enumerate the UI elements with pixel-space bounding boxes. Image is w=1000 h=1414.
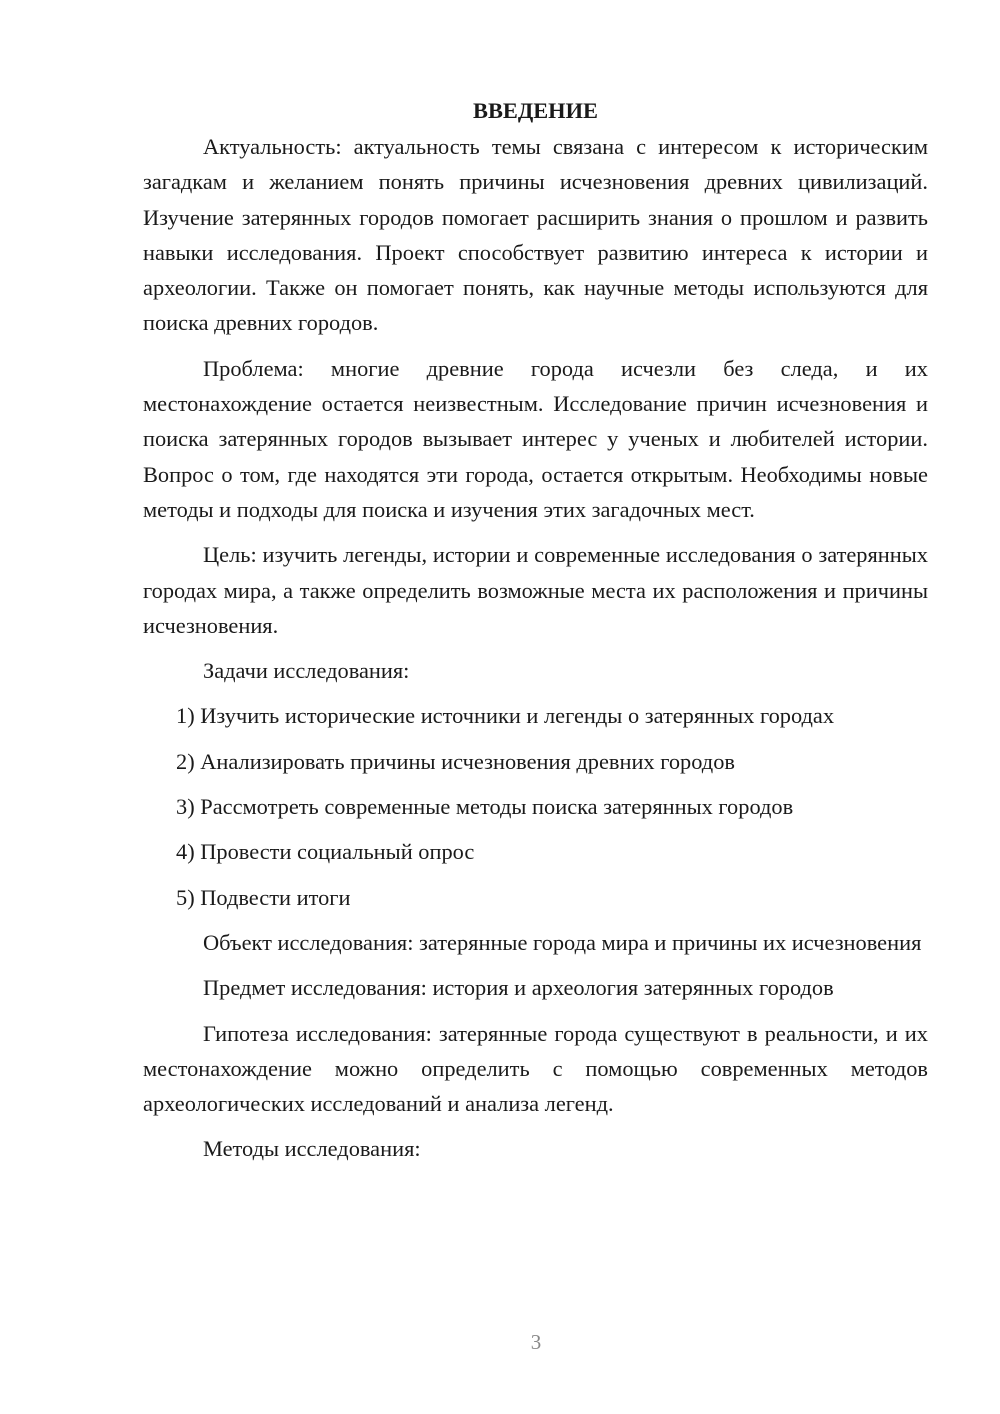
paragraph-hypothesis: Гипотеза исследования: затерянные города существуют в реальности, и их местонахождение можно определить с помощью современных методов археологических исследований и анализа легенд. — [143, 1020, 928, 1117]
paragraph-goal: Цель: изучить легенды, истории и современные исследования о затерянных городах мира, а также определить возможные места их расположения и причины исчезновения. — [143, 542, 928, 638]
page-content — [143, 92, 928, 1177]
page-number: 3 — [530, 1330, 542, 1354]
paragraph-object: Объект исследования: затерянные города мира и причины их исчезновения — [203, 929, 922, 955]
list-item: 1) Изучить исторические источники и легенды о затерянных городах — [176, 703, 835, 729]
list-item: 3) Рассмотреть современные методы поиска затерянных городов — [176, 794, 794, 820]
section-title: ВВЕДЕНИЕ — [473, 98, 598, 123]
methods-heading: Методы исследования: — [203, 1136, 421, 1162]
tasks-list — [143, 698, 928, 914]
list-item: 4) Провести социальный опрос — [176, 839, 475, 865]
paragraph-problem: Проблема: многие древние города исчезли без следа, и их местонахождение остается неизвестным. Исследование причин исчезновения и поиска затерянных городов вызывает интерес у ученых и любителей истории. Вопрос о том, где находятся эти города, остается открытым. Необходимы новые методы и подходы для поиска и изучения этих загадочных мест. — [143, 355, 928, 522]
paragraph-subject: Предмет исследования: история и археология затерянных городов — [203, 975, 834, 1001]
paragraph-relevance: Актуальность: актуальность темы связана с интересом к историческим загадкам и желанием понять причины исчезновения древних цивилизаций. Изучение затерянных городов помогает расширить знания о прошлом и развить навыки исследования. Проект способствует развитию интереса к истории и археологии. Также он помогает понять, как научные методы используются для поиска древних городов. — [143, 134, 928, 336]
list-item: 2) Анализировать причины исчезновения древних городов — [176, 748, 735, 774]
list-item: 5) Подвести итоги — [176, 884, 351, 910]
tasks-heading: Задачи исследования: — [203, 658, 410, 684]
